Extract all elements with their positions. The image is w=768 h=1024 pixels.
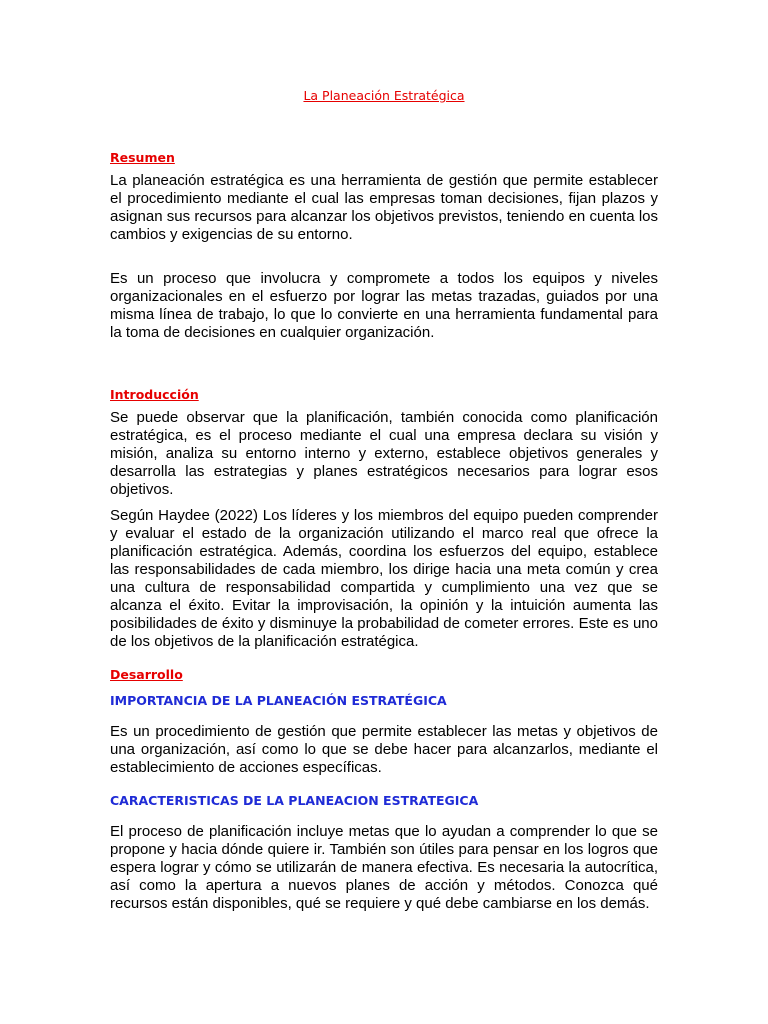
heading-caracteristicas: CARACTERISTICAS DE LA PLANEACION ESTRATEGICA bbox=[110, 793, 479, 808]
importancia-paragraph: Es un procedimiento de gestión que permite establecer las metas y objetivos de una organización, así como lo que se debe hacer para alcanzarlos, mediante el establecimiento de acciones específicas. bbox=[110, 723, 658, 776]
heading-introduccion: Introducción bbox=[110, 387, 199, 402]
heading-importancia: IMPORTANCIA DE LA PLANEACIÓN ESTRATÉGICA bbox=[110, 693, 447, 708]
introduccion-paragraph-2: Según Haydee (2022) Los líderes y los miembros del equipo pueden comprender y evaluar el estado de la organización utilizando el marco real que ofrece la planificación estratégica. Además, coordina los esfuerzos del equipo, establece las responsabilidades de cada miembro, los dirige hacia una meta común y crea una cultura de responsabilidad compartida y cumplimiento una vez que se alcanza el éxito. Evitar la improvisación, la opinión y la intuición aumenta las posibilidades de éxito y disminuye la probabilidad de cometer errores. Este es uno de los objetivos de la planificación estratégica. bbox=[110, 507, 658, 650]
introduccion-paragraph-1: Se puede observar que la planificación, también conocida como planificación estratégica, es el proceso mediante el cual una empresa declara su visión y misión, analiza su entorno interno y externo, establece objetivos generales y desarrolla las estrategias y planes estratégicos necesarios para lograr esos objetivos. bbox=[110, 409, 658, 498]
heading-resumen: Resumen bbox=[110, 150, 175, 165]
resumen-paragraph-2: Es un proceso que involucra y compromete a todos los equipos y niveles organizacionales en el esfuerzo por lograr las metas trazadas, guiados por una misma línea de trabajo, lo que lo convierte en una herramienta fundamental para la toma de decisiones en cualquier organización. bbox=[110, 270, 658, 341]
resumen-paragraph-1: La planeación estratégica es una herramienta de gestión que permite establecer el procedimiento mediante el cual las empresas toman decisiones, fijan plazos y asignan sus recursos para alcanzar los objetivos previstos, teniendo en cuenta los cambios y exigencias de su entorno. bbox=[110, 172, 658, 243]
caracteristicas-paragraph: El proceso de planificación incluye metas que lo ayudan a comprender lo que se propone y hacia dónde quiere ir. También son útiles para pensar en los logros que espera lograr y cómo se utilizarán de manera efectiva. Es necesaria la autocrítica, así como la apertura a nuevos planes de acción y métodos. Conozca qué recursos están disponibles, qué se requiere y qué debe cambiarse en los demás. bbox=[110, 823, 658, 912]
document-title: La Planeación Estratégica bbox=[303, 88, 465, 103]
heading-desarrollo: Desarrollo bbox=[110, 667, 183, 682]
document-content bbox=[110, 88, 658, 913]
